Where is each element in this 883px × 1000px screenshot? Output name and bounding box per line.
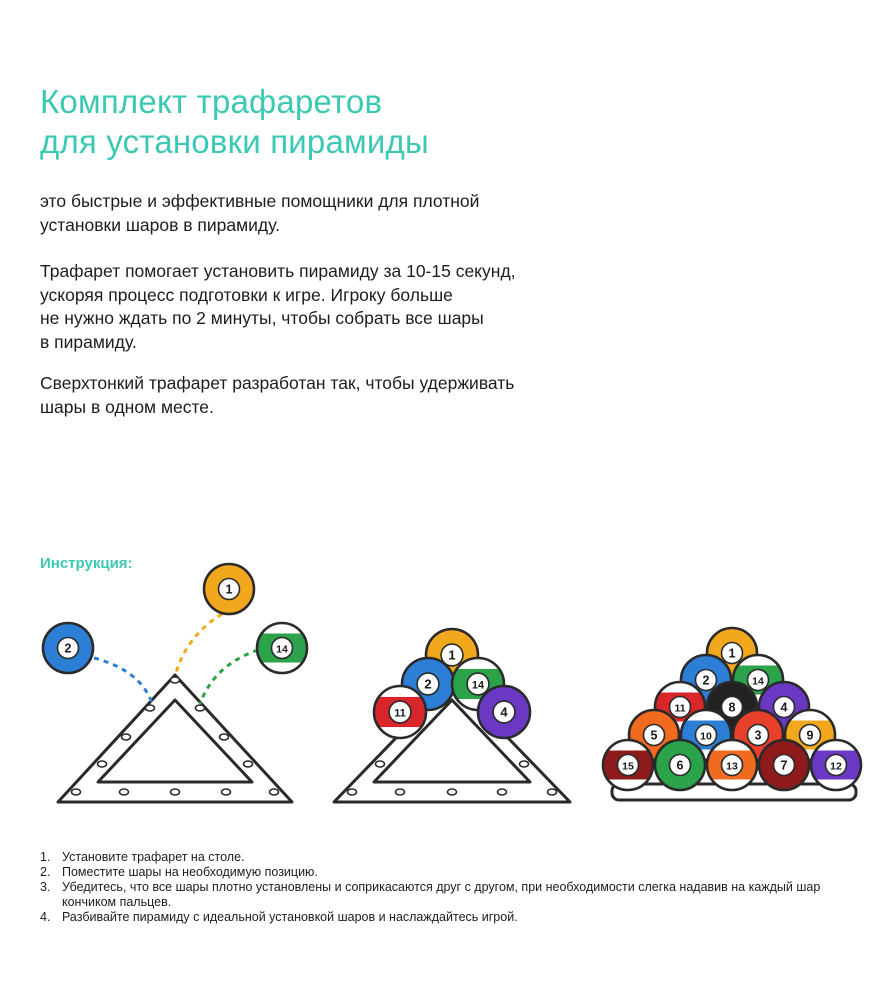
ball-number: 9 bbox=[806, 728, 814, 743]
billiard-ball-13 bbox=[707, 740, 757, 790]
instruction-step bbox=[40, 865, 840, 880]
stencil-figure-3 bbox=[603, 628, 861, 800]
stencil-figure-1 bbox=[43, 564, 307, 802]
billiard-ball-14 bbox=[257, 623, 307, 673]
trajectory-ball-14 bbox=[200, 650, 258, 704]
text-line: установки шаров в пирамиду. bbox=[40, 214, 280, 235]
text-line: Сверхтонкий трафарет разработан так, чтобы удерживать bbox=[40, 373, 515, 393]
ball-number: 2 bbox=[64, 641, 72, 656]
text-line: ускоряя процесс подготовки к игре. Игроку больше bbox=[40, 284, 453, 305]
ball-number: 11 bbox=[674, 702, 686, 715]
billiard-ball-15 bbox=[603, 740, 653, 790]
ball-number: 15 bbox=[622, 760, 634, 773]
billiard-ball-2 bbox=[43, 623, 93, 673]
ball-number: 4 bbox=[780, 700, 788, 715]
ball-number: 1 bbox=[448, 647, 456, 663]
billiard-ball-6 bbox=[655, 740, 705, 790]
instructions-heading: Инструкция: bbox=[40, 555, 133, 572]
step-text: Убедитесь, что все шары плотно установлены и соприкасаются друг с другом, при необходимости слегка надавив на каждый шар кончиком пальцев. bbox=[62, 880, 821, 909]
page-title bbox=[40, 82, 429, 162]
intro-paragraph-1 bbox=[40, 190, 479, 237]
title-line-1: Комплект трафаретов bbox=[40, 83, 383, 120]
ball-number: 10 bbox=[700, 730, 712, 743]
instruction-step bbox=[40, 910, 840, 925]
ball-number: 14 bbox=[471, 679, 485, 692]
step-number: 4. bbox=[40, 910, 51, 924]
billiard-ball-4 bbox=[478, 686, 530, 738]
ball-number: 1 bbox=[225, 582, 233, 597]
step-text: Поместите шары на необходимую позицию. bbox=[62, 865, 318, 879]
billiard-ball-12 bbox=[811, 740, 861, 790]
intro-paragraph-2 bbox=[40, 260, 516, 354]
text-line: Трафарет помогает установить пирамиду за 10-15 секунд, bbox=[40, 261, 516, 281]
billiard-ball-1 bbox=[204, 564, 254, 614]
text-line: шары в одном месте. bbox=[40, 396, 214, 417]
instruction-steps bbox=[40, 850, 840, 925]
billiard-ball-7 bbox=[759, 740, 809, 790]
ball-number: 7 bbox=[780, 758, 788, 773]
billiard-ball-11 bbox=[374, 686, 426, 738]
step-text: Разбивайте пирамиду с идеальной установкой шаров и наслаждайтесь игрой. bbox=[62, 910, 518, 924]
text-line: это быстрые и эффективные помощники для плотной bbox=[40, 191, 480, 211]
instruction-step bbox=[40, 850, 840, 865]
ball-number: 14 bbox=[276, 643, 288, 656]
ball-number: 1 bbox=[728, 646, 736, 661]
pyramid-setup-illustration bbox=[0, 560, 883, 810]
ball-number: 4 bbox=[500, 704, 508, 720]
ball-number: 11 bbox=[394, 707, 406, 720]
ball-number: 12 bbox=[830, 760, 842, 773]
ball-number: 5 bbox=[650, 728, 658, 743]
ball-number: 8 bbox=[728, 700, 736, 715]
text-line: в пирамиду. bbox=[40, 331, 137, 352]
step-number: 2. bbox=[40, 865, 51, 879]
ball-number: 2 bbox=[702, 673, 710, 688]
trajectory-ball-2 bbox=[94, 658, 152, 703]
stencil-figure-2 bbox=[334, 629, 570, 802]
ball-number: 6 bbox=[676, 758, 684, 773]
text-line: не нужно ждать по 2 минуты, чтобы собрать все шары bbox=[40, 308, 484, 328]
ball-number: 3 bbox=[754, 728, 762, 743]
ball-number: 14 bbox=[752, 675, 764, 688]
intro-paragraph-3 bbox=[40, 372, 514, 419]
step-text: Установите трафарет на столе. bbox=[62, 850, 245, 864]
ball-number: 2 bbox=[424, 676, 432, 692]
instruction-step bbox=[40, 880, 840, 910]
step-number: 3. bbox=[40, 880, 51, 894]
step-number: 1. bbox=[40, 850, 51, 864]
title-line-2: для установки пирамиды bbox=[40, 123, 429, 160]
trajectory-ball-1 bbox=[175, 614, 222, 676]
ball-number: 13 bbox=[726, 760, 738, 773]
